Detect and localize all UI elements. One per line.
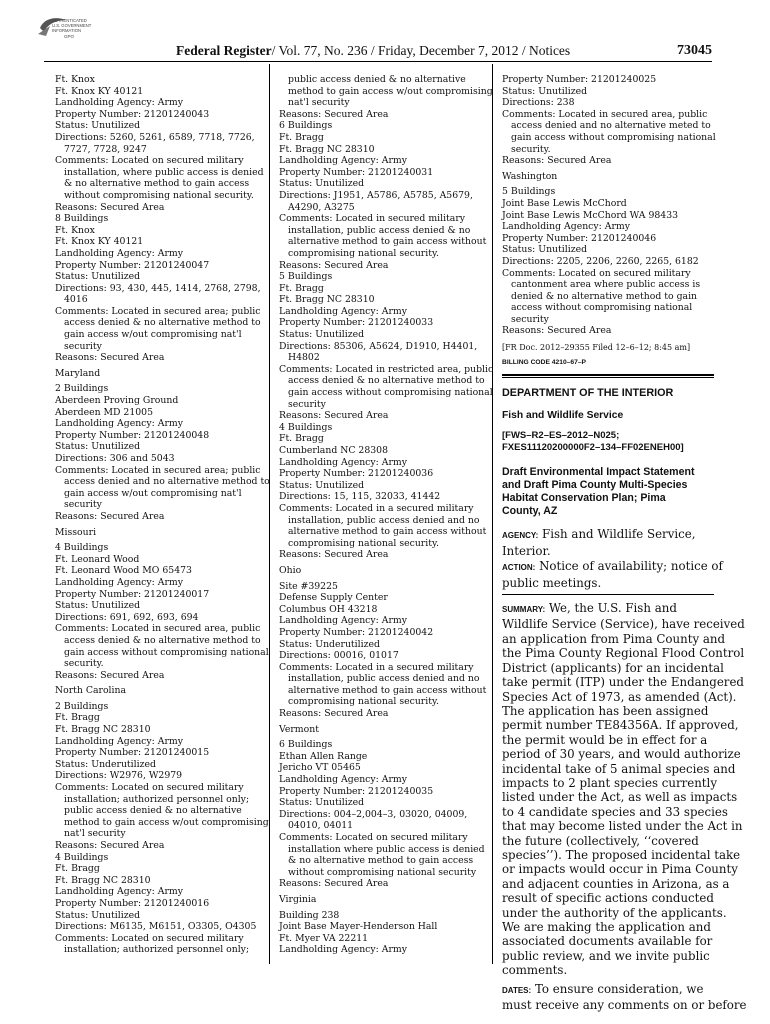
text-line: Comments: Located on secured military (279, 832, 468, 843)
page-number: 73045 (677, 43, 712, 58)
text-line: nat'l security (288, 97, 350, 109)
text-line: 5 Buildings (279, 271, 333, 283)
summary-line: that may become listed under the Act in (502, 819, 743, 834)
text-line: Ft. Bragg (55, 712, 100, 724)
action-line-1 (502, 559, 723, 575)
summary-line: the permit would be in effect for a (502, 732, 708, 747)
state-heading: Ohio (279, 564, 302, 576)
text-line: Status: Unutilized (55, 441, 141, 453)
dates-line-1 (502, 982, 714, 998)
text-line: Reasons: Secured Area (55, 510, 165, 522)
agency-heading: Fish and Wildlife Service (502, 409, 624, 421)
seal-line-3: INFORMATION (52, 28, 81, 33)
text-line: Landholding Agency: Army (279, 155, 407, 167)
text-line: Status: Unutilized (502, 85, 588, 97)
action-text-2: public meetings. (502, 575, 602, 590)
gpo-authentication-seal (36, 14, 100, 40)
agency-label: AGENCY: (502, 531, 539, 541)
text-line: Status: Unutilized (279, 329, 365, 341)
text-line: cantonment area where public access is (511, 279, 701, 291)
text-line: H4802 (288, 352, 320, 364)
text-line: installation; authorized personnel only; (64, 793, 250, 805)
text-line: Property Number: 21201240017 (55, 588, 210, 600)
text-line: Landholding Agency: Army (55, 97, 183, 109)
text-line: Comments: Located in secured area, public (502, 108, 708, 120)
text-line: Landholding Agency: Army (55, 247, 183, 259)
text-line: Landholding Agency: Army (279, 774, 407, 786)
text-line: Defense Supply Center (279, 592, 388, 604)
summary-line: period of 30 years, and would authorize (502, 747, 741, 762)
text-line: Status: Unutilized (55, 909, 141, 921)
text-line: Ft. Bragg NC 28310 (279, 143, 375, 155)
section-rule-thin (502, 377, 714, 378)
text-line: Ft. Bragg NC 28310 (55, 874, 151, 886)
text-line: Reasons: Secured Area (55, 201, 165, 213)
title-line-3: Habitat Conservation Plan; Pima (502, 492, 666, 505)
agency-text-2: Interior. (502, 543, 551, 558)
summary-line: under the authority of the applicants. (502, 905, 727, 920)
text-line: Joint Base Mayer-Henderson Hall (279, 921, 438, 933)
summary-line: We are making the application and (502, 920, 711, 934)
text-line: & no alternative method to gain access (288, 855, 474, 867)
text-line: access denied and no alternative method to (64, 476, 270, 488)
text-line: Site #39225 (279, 580, 338, 592)
text-line: gain access without compromising national (64, 646, 269, 658)
text-line: & no alternative method to gain access (64, 178, 250, 190)
text-line: Status: Unutilized (55, 271, 141, 283)
summary-line: comments. (502, 963, 568, 978)
department-heading: DEPARTMENT OF THE INTERIOR (502, 387, 674, 400)
text-line: access denied & no alternative method to (64, 317, 261, 329)
text-line: Property Number: 21201240025 (502, 74, 657, 85)
text-line: Directions: W2976, W2979 (55, 770, 183, 782)
text-line: Property Number: 21201240047 (55, 259, 210, 271)
text-line: alternative method to gain access without (288, 236, 487, 248)
text-line: Landholding Agency: Army (279, 305, 407, 317)
text-line: Ft. Bragg NC 28310 (279, 294, 375, 306)
text-line: Ft. Bragg NC 28310 (55, 724, 151, 736)
text-line: Landholding Agency: Army (279, 615, 407, 627)
text-line: public access denied & no alternative (64, 805, 242, 817)
title-line-2: and Draft Pima County Multi-Species (502, 479, 688, 492)
text-line: Property Number: 21201240043 (55, 108, 210, 120)
text-line: nat'l security (64, 828, 126, 840)
state-heading: Vermont (279, 723, 319, 735)
text-line: Directions: 306 and 5043 (55, 453, 175, 464)
text-line: method to gain access w/out compromising (288, 85, 493, 97)
summary-line: permit number TE84356A. If approved, (502, 718, 739, 733)
text-line: method to gain access w/out compromising (64, 816, 269, 828)
text-line: Ft. Bragg (55, 863, 100, 875)
text-line: Reasons: Secured Area (279, 878, 389, 890)
text-line: gain access w/out compromising nat'l (64, 329, 242, 341)
text-line: security. (511, 143, 551, 155)
text-line: installation, where public access is denied (64, 166, 264, 178)
text-line: Joint Base Lewis McChord (502, 197, 627, 209)
summary-line: and adjacent counties in Arizona, as a (502, 876, 730, 891)
summary-line: the future (collectively, ‘‘covered (502, 833, 699, 848)
text-line: Jericho VT 05465 (279, 762, 361, 774)
summary-line: Wildlife Service (Service), have received (502, 617, 745, 632)
text-line: A4290, A3275 (288, 201, 355, 213)
action-text-1: Notice of availability; notice of (539, 559, 723, 574)
text-line: Ethan Allen Range (279, 750, 368, 762)
text-line: access without compromising national (511, 302, 693, 314)
text-line: Directions: 004–2,004–3, 03020, 04009, (279, 808, 468, 820)
text-line: Comments: Located in secured area, public (55, 623, 261, 635)
text-line: 7727, 7728, 9247 (64, 143, 147, 155)
text-line: 4 Buildings (55, 851, 109, 863)
text-line: Directions: 85306, A5624, D1910, H4401, (279, 340, 478, 352)
state-heading: Washington (502, 170, 558, 182)
text-line: installation, public access denied and no (288, 514, 480, 526)
notice-title (502, 466, 714, 518)
text-line: security (64, 340, 102, 352)
text-line: Directions: J1951, A5786, A5785, A5679, (279, 189, 473, 201)
text-line: Property Number: 21201240042 (279, 626, 434, 638)
text-line: compromising national security. (288, 537, 439, 549)
agency-text-1: Fish and Wildlife Service, (542, 527, 696, 542)
text-line: denied & no alternative method to gain (511, 290, 698, 302)
text-line: Status: Unutilized (55, 600, 141, 612)
text-line: 4016 (64, 294, 88, 306)
text-line: security. (64, 658, 104, 670)
text-line: 6 Buildings (279, 739, 333, 751)
text-line: Ft. Knox (55, 74, 95, 85)
column-3 (502, 74, 747, 1013)
docket-line-1: [FWS–R2–ES–2012–N025; (502, 430, 620, 442)
text-line: Reasons: Secured Area (55, 669, 165, 681)
text-line: without compromising national security. (64, 189, 254, 201)
summary-label: SUMMARY: (502, 605, 546, 615)
text-line: 6 Buildings (279, 120, 333, 132)
text-line: Reasons: Secured Area (279, 259, 389, 271)
action-label: ACTION: (502, 563, 536, 573)
text-line: installation, public access denied and no (288, 673, 480, 685)
text-line: alternative method to gain access without (288, 526, 487, 538)
text-line: Reasons: Secured Area (502, 155, 612, 167)
text-line: Landholding Agency: Army (279, 456, 407, 468)
text-line: Reasons: Secured Area (279, 549, 389, 561)
text-line: Directions: 15, 115, 32033, 41442 (279, 491, 441, 503)
summary-line: public review, and we invite public (502, 948, 710, 963)
text-line: Property Number: 21201240035 (279, 785, 434, 797)
text-line: gain access without compromising national (511, 131, 716, 143)
text-line: Reasons: Secured Area (279, 410, 389, 422)
summary-section (502, 601, 745, 978)
agency-line-1 (502, 527, 714, 543)
summary-line: an application from Pima County and (502, 631, 726, 646)
summary-line: Species Act of 1973, as amended (Act). (502, 689, 737, 704)
text-line: Building 238 (279, 909, 340, 921)
text-line: Property Number: 21201240031 (279, 166, 434, 178)
summary-text-first: We, the U.S. Fish and (548, 601, 677, 616)
text-line: Ft. Leonard Wood MO 65473 (55, 565, 192, 577)
text-line: Status: Underutilized (279, 638, 380, 650)
text-line: 8 Buildings (55, 213, 109, 225)
text-line: Directions: 238 (502, 97, 575, 109)
text-line: Status: Unutilized (279, 479, 365, 491)
text-line: Landholding Agency: Army (55, 886, 183, 898)
text-line: Status: Underutilized (55, 758, 156, 770)
summary-line: result of specific actions conducted (502, 891, 714, 906)
text-line: Comments: Located in secured area; public (55, 464, 261, 476)
text-line: 2 Buildings (55, 700, 109, 712)
text-line: gain access w/out compromising nat'l (64, 487, 242, 499)
text-line: access denied and no alternative meted to (511, 120, 711, 132)
text-line: Status: Unutilized (279, 797, 365, 809)
text-line: Directions: 93, 430, 445, 1414, 2768, 2798, (55, 282, 261, 294)
text-line: Ft. Leonard Wood (55, 553, 140, 565)
fr-doc-line: [FR Doc. 2012–29355 Filed 12–6–12; 8:45 am] (502, 343, 691, 353)
text-line: Reasons: Secured Area (55, 840, 165, 851)
text-line: Landholding Agency: Army (55, 735, 183, 747)
text-line: without compromising national security (288, 866, 477, 878)
summary-line: The application has been assigned (502, 703, 709, 718)
seal-line-1: AUTHENTICATED (52, 18, 87, 23)
text-line: Landholding Agency: Army (55, 576, 183, 588)
state-heading: Maryland (55, 367, 101, 379)
text-line: Directions: 691, 692, 693, 694 (55, 611, 199, 623)
summary-rule (502, 594, 714, 595)
text-line: access denied & no alternative method to (288, 375, 485, 387)
text-line: 4 Buildings (55, 542, 109, 554)
text-line: alternative method to gain access without (288, 684, 487, 696)
text-line: Status: Unutilized (502, 244, 588, 256)
docket-number (502, 430, 714, 454)
summary-line: associated documents available for (502, 934, 713, 949)
text-line: Ft. Knox KY 40121 (55, 85, 144, 97)
running-header (44, 43, 712, 62)
seal-line-2: U.S. GOVERNMENT (52, 23, 92, 28)
dates-text-2: must receive any comments on or before (502, 998, 747, 1013)
agency-section (502, 527, 714, 558)
dates-text-1: To ensure consideration, we (534, 981, 704, 996)
summary-line: take permit (ITP) under the Endangered (502, 675, 744, 690)
text-line: public access denied & no alternative (288, 74, 466, 85)
text-line: installation, public access denied & no (288, 224, 471, 236)
text-line: 5 Buildings (502, 186, 556, 198)
text-line: security (64, 499, 102, 511)
text-line: Comments: Located in a secured military (279, 661, 474, 673)
state-heading: Virginia (279, 893, 317, 905)
text-line: Comments: Located on secured military (502, 267, 691, 279)
text-line: Status: Unutilized (279, 178, 365, 190)
text-line: Reasons: Secured Area (279, 108, 389, 120)
column-2 (279, 74, 505, 956)
docket-line-2: FXES11120200000F2–134–FF02ENEH00] (502, 442, 684, 454)
dates-section (502, 981, 747, 1013)
title-line-4: County, AZ (502, 505, 558, 518)
text-line: 04010, 04011 (288, 820, 354, 832)
text-line: installation where public access is denied (288, 843, 485, 855)
text-line: Aberdeen Proving Ground (55, 395, 179, 407)
text-line: Landholding Agency: Army (502, 221, 630, 233)
action-section (502, 559, 723, 590)
summary-line: District (applicants) for an incidental (502, 660, 724, 675)
text-line: compromising national security. (288, 696, 439, 708)
text-line: Directions: 00016, 01017 (279, 650, 399, 662)
text-line: Reasons: Secured Area (279, 708, 389, 720)
summary-line (502, 601, 714, 617)
text-line: Property Number: 21201240036 (279, 468, 434, 480)
text-line: Property Number: 21201240016 (55, 897, 210, 909)
dates-label: DATES: (502, 985, 532, 995)
text-line: Aberdeen MD 21005 (55, 406, 154, 418)
summary-line: species’’). The proposed incidental take (502, 847, 741, 862)
text-line: Joint Base Lewis McChord WA 98433 (502, 209, 679, 221)
text-line: 2 Buildings (55, 383, 109, 395)
text-line: security (511, 313, 549, 325)
text-line: Comments: Located in restricted area, public (279, 363, 494, 375)
text-line: Comments: Located on secured military (55, 782, 244, 794)
text-line: Comments: Located in a secured military (279, 502, 474, 514)
text-line: Ft. Bragg (279, 433, 324, 445)
text-line: Columbus OH 43218 (279, 603, 378, 615)
text-line: gain access without compromising national (288, 387, 493, 399)
text-line: Directions: 5260, 5261, 6589, 7718, 7726, (55, 131, 255, 143)
text-line: Property Number: 21201240046 (502, 232, 657, 244)
text-line: Comments: Located in secured military (279, 213, 466, 225)
header-citation (176, 43, 570, 59)
text-line: Landholding Agency: Army (55, 418, 183, 430)
text-line: Status: Unutilized (55, 120, 141, 132)
column-3-listing (502, 74, 714, 337)
text-line: security (288, 398, 326, 410)
text-line: Cumberland NC 28308 (279, 445, 389, 456)
text-line: Ft. Myer VA 22211 (279, 932, 369, 944)
text-line: Directions: 2205, 2206, 2260, 2265, 6182 (502, 255, 699, 267)
text-line: Comments: Located on secured military (55, 932, 244, 944)
text-line: Landholding Agency: Army (279, 944, 407, 956)
text-line: installation; authorized personnel only; (64, 944, 250, 956)
section-rule-thick (502, 374, 714, 376)
text-line: Reasons: Secured Area (55, 352, 165, 364)
summary-line: the Pima County Regional Flood Control (502, 646, 745, 661)
summary-line: to 4 candidate species and 33 species (502, 804, 728, 819)
text-line: Property Number: 21201240033 (279, 317, 434, 329)
billing-code: BILLING CODE 4210–67–P (502, 358, 586, 366)
text-line: Comments: Located on secured military (55, 155, 244, 167)
state-heading: Missouri (55, 526, 97, 538)
summary-line: incidental take of 5 animal species and (502, 761, 736, 776)
column-1 (55, 74, 281, 956)
text-line: Property Number: 21201240015 (55, 747, 210, 759)
journal-name: Federal Register (176, 43, 272, 58)
title-line-1: Draft Environmental Impact Statement (502, 466, 695, 479)
text-line: compromising national security. (288, 247, 439, 259)
summary-line: impacts to 2 plant species currently (502, 775, 717, 790)
text-line: Reasons: Secured Area (502, 325, 612, 337)
text-line: Ft. Knox KY 40121 (55, 236, 144, 248)
text-line: Ft. Knox (55, 224, 95, 236)
summary-line: or impacts would occur in Pima County (502, 862, 738, 877)
text-line: 4 Buildings (279, 421, 333, 433)
text-line: access denied & no alternative method to (64, 634, 261, 646)
summary-line: listed under the Act, as well as impacts (502, 790, 738, 805)
seal-line-4: GPO (64, 34, 75, 39)
text-line: Property Number: 21201240048 (55, 429, 210, 441)
text-line: Directions: M6135, M6151, O3305, O4305 (55, 921, 257, 933)
text-line: Ft. Bragg (279, 131, 324, 143)
state-heading: North Carolina (55, 685, 127, 697)
issue-info: / Vol. 77, No. 236 / Friday, December 7, 2012 / Notices (271, 43, 571, 58)
text-line: Ft. Bragg (279, 282, 324, 294)
text-line: Comments: Located in secured area; public (55, 305, 261, 317)
